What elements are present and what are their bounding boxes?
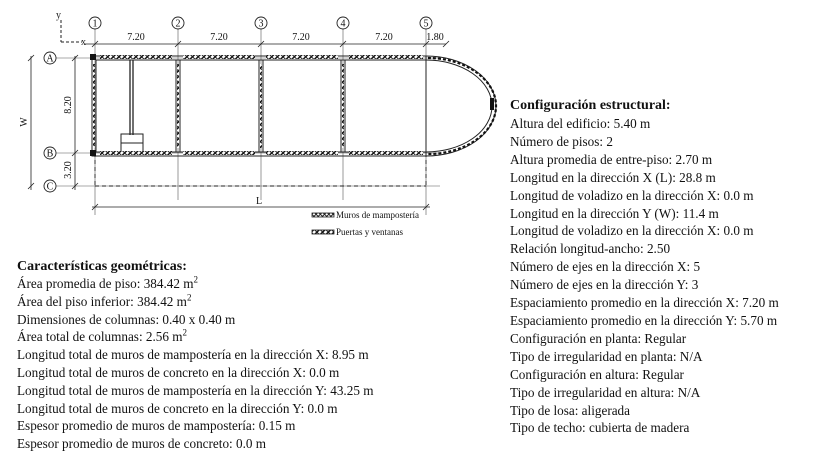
columns [90, 54, 494, 156]
structural-item: Espaciamiento promedio en la dirección X: 7.20 m [510, 295, 779, 311]
svg-text:A: A [46, 53, 54, 65]
axis-x-label: x [81, 37, 86, 48]
svg-text:1: 1 [92, 18, 98, 30]
dim-w-label: W [19, 117, 30, 127]
spacing-x-2: 7.20 [210, 32, 228, 43]
axis-y-label: y [56, 10, 61, 21]
structural-item: Tipo de irregularidad en altura: N/A [510, 384, 701, 400]
curved-opening [428, 58, 496, 154]
svg-text:4: 4 [340, 18, 346, 30]
geometric-characteristics [17, 259, 373, 453]
structural-item: Tipo de techo: cubierta de madera [510, 420, 690, 436]
grid-bubble-B [44, 147, 56, 160]
grid-bubble-A [44, 52, 56, 65]
spacing-y-2: 3.20 [63, 161, 74, 179]
svg-text:B: B [46, 148, 54, 160]
structural-item: Número de ejes en la dirección Y: 3 [510, 277, 699, 293]
structural-item: Altura promedia de entre-piso: 2.70 m [510, 151, 713, 167]
geometric-item: Área total de columnas: 2.56 $m^2$ [17, 328, 188, 345]
grid-bubble-4 [337, 17, 349, 30]
spacing-x-1: 7.20 [127, 32, 145, 43]
geometric-item: Longitud total de muros de concreto en la dirección X: 0.0 m [17, 364, 340, 380]
structural-item: Longitud de voladizo en la dirección X: 0.0 m [510, 223, 754, 239]
geometric-item: Longitud total de muros de mampostería en la dirección X: 8.95 m [17, 347, 369, 363]
structural-item: Configuración en altura: Regular [510, 366, 684, 382]
structural-item: Relación longitud-ancho: 2.50 [510, 241, 671, 257]
geometric-title: Características geométricas: [17, 259, 187, 274]
legend [312, 210, 419, 237]
geometric-item: Área del piso inferior: 384.42 $m^2$ [17, 292, 192, 309]
legend-swatch-masonry [312, 213, 334, 217]
lower-bay-outline [95, 153, 426, 186]
structural-item: Tipo de losa: aligerada [510, 402, 631, 418]
structural-configuration [510, 98, 779, 437]
structural-list [510, 115, 779, 437]
svg-text:5: 5 [423, 18, 429, 30]
legend-label-masonry: Muros de mampostería [336, 210, 419, 220]
geometric-item: Espesor promedio de muros de concreto: 0.0 m [17, 436, 267, 452]
structural-item: Altura del edificio: 5.40 m [510, 116, 651, 131]
svg-text:2: 2 [175, 18, 181, 30]
structural-item: Número de pisos: 2 [510, 133, 613, 149]
structural-item: Longitud en la dirección X (L): 28.8 m [510, 169, 716, 185]
structural-item: Espaciamiento promedio en la dirección Y: 5.70 m [510, 312, 778, 328]
dim-l-label: L [255, 196, 263, 207]
geometric-list [17, 275, 373, 453]
structural-item: Tipo de irregularidad en planta: N/A [510, 348, 703, 364]
svg-text:3: 3 [258, 18, 264, 30]
grid-bubble-3 [255, 17, 267, 30]
geometric-item: Longitud total de muros de mampostería en la dirección Y: 43.25 m [17, 382, 374, 398]
grid-bubble-1 [89, 17, 101, 30]
legend-label-openings: Puertas y ventanas [336, 227, 403, 237]
spacing-x-4: 7.20 [375, 32, 393, 43]
grid-bubble-2 [172, 17, 184, 30]
structural-item: Longitud en la dirección Y (W): 11.4 m [510, 205, 719, 221]
legend-swatch-openings [312, 230, 334, 234]
spacing-x-5: 1.80 [426, 32, 444, 43]
structural-item: Longitud de voladizo en la dirección X: 0.0 m [510, 187, 754, 203]
geometric-item: Longitud total de muros de concreto en la dirección Y: 0.0 m [17, 400, 338, 416]
structural-item: Número de ejes en la dirección X: 5 [510, 259, 701, 275]
structural-title: Configuración estructural: [510, 98, 671, 113]
geometric-item: Área promedia de piso: 384.42 $m^2$ [17, 274, 199, 291]
structural-item: Configuración en planta: Regular [510, 330, 687, 346]
spacing-y-1: 8.20 [63, 96, 74, 114]
grid-bubble-5 [420, 17, 432, 30]
svg-text:C: C [46, 181, 54, 193]
building-walls [92, 56, 496, 156]
geometric-item: Dimensiones de columnas: 0.40 x 0.40 m [17, 311, 236, 327]
grid-bubble-C [44, 180, 56, 193]
axis-indicator [56, 10, 86, 48]
spacing-x-3: 7.20 [292, 32, 310, 43]
geometric-item: Espesor promedio de muros de mampostería: 0.15 m [17, 418, 296, 434]
